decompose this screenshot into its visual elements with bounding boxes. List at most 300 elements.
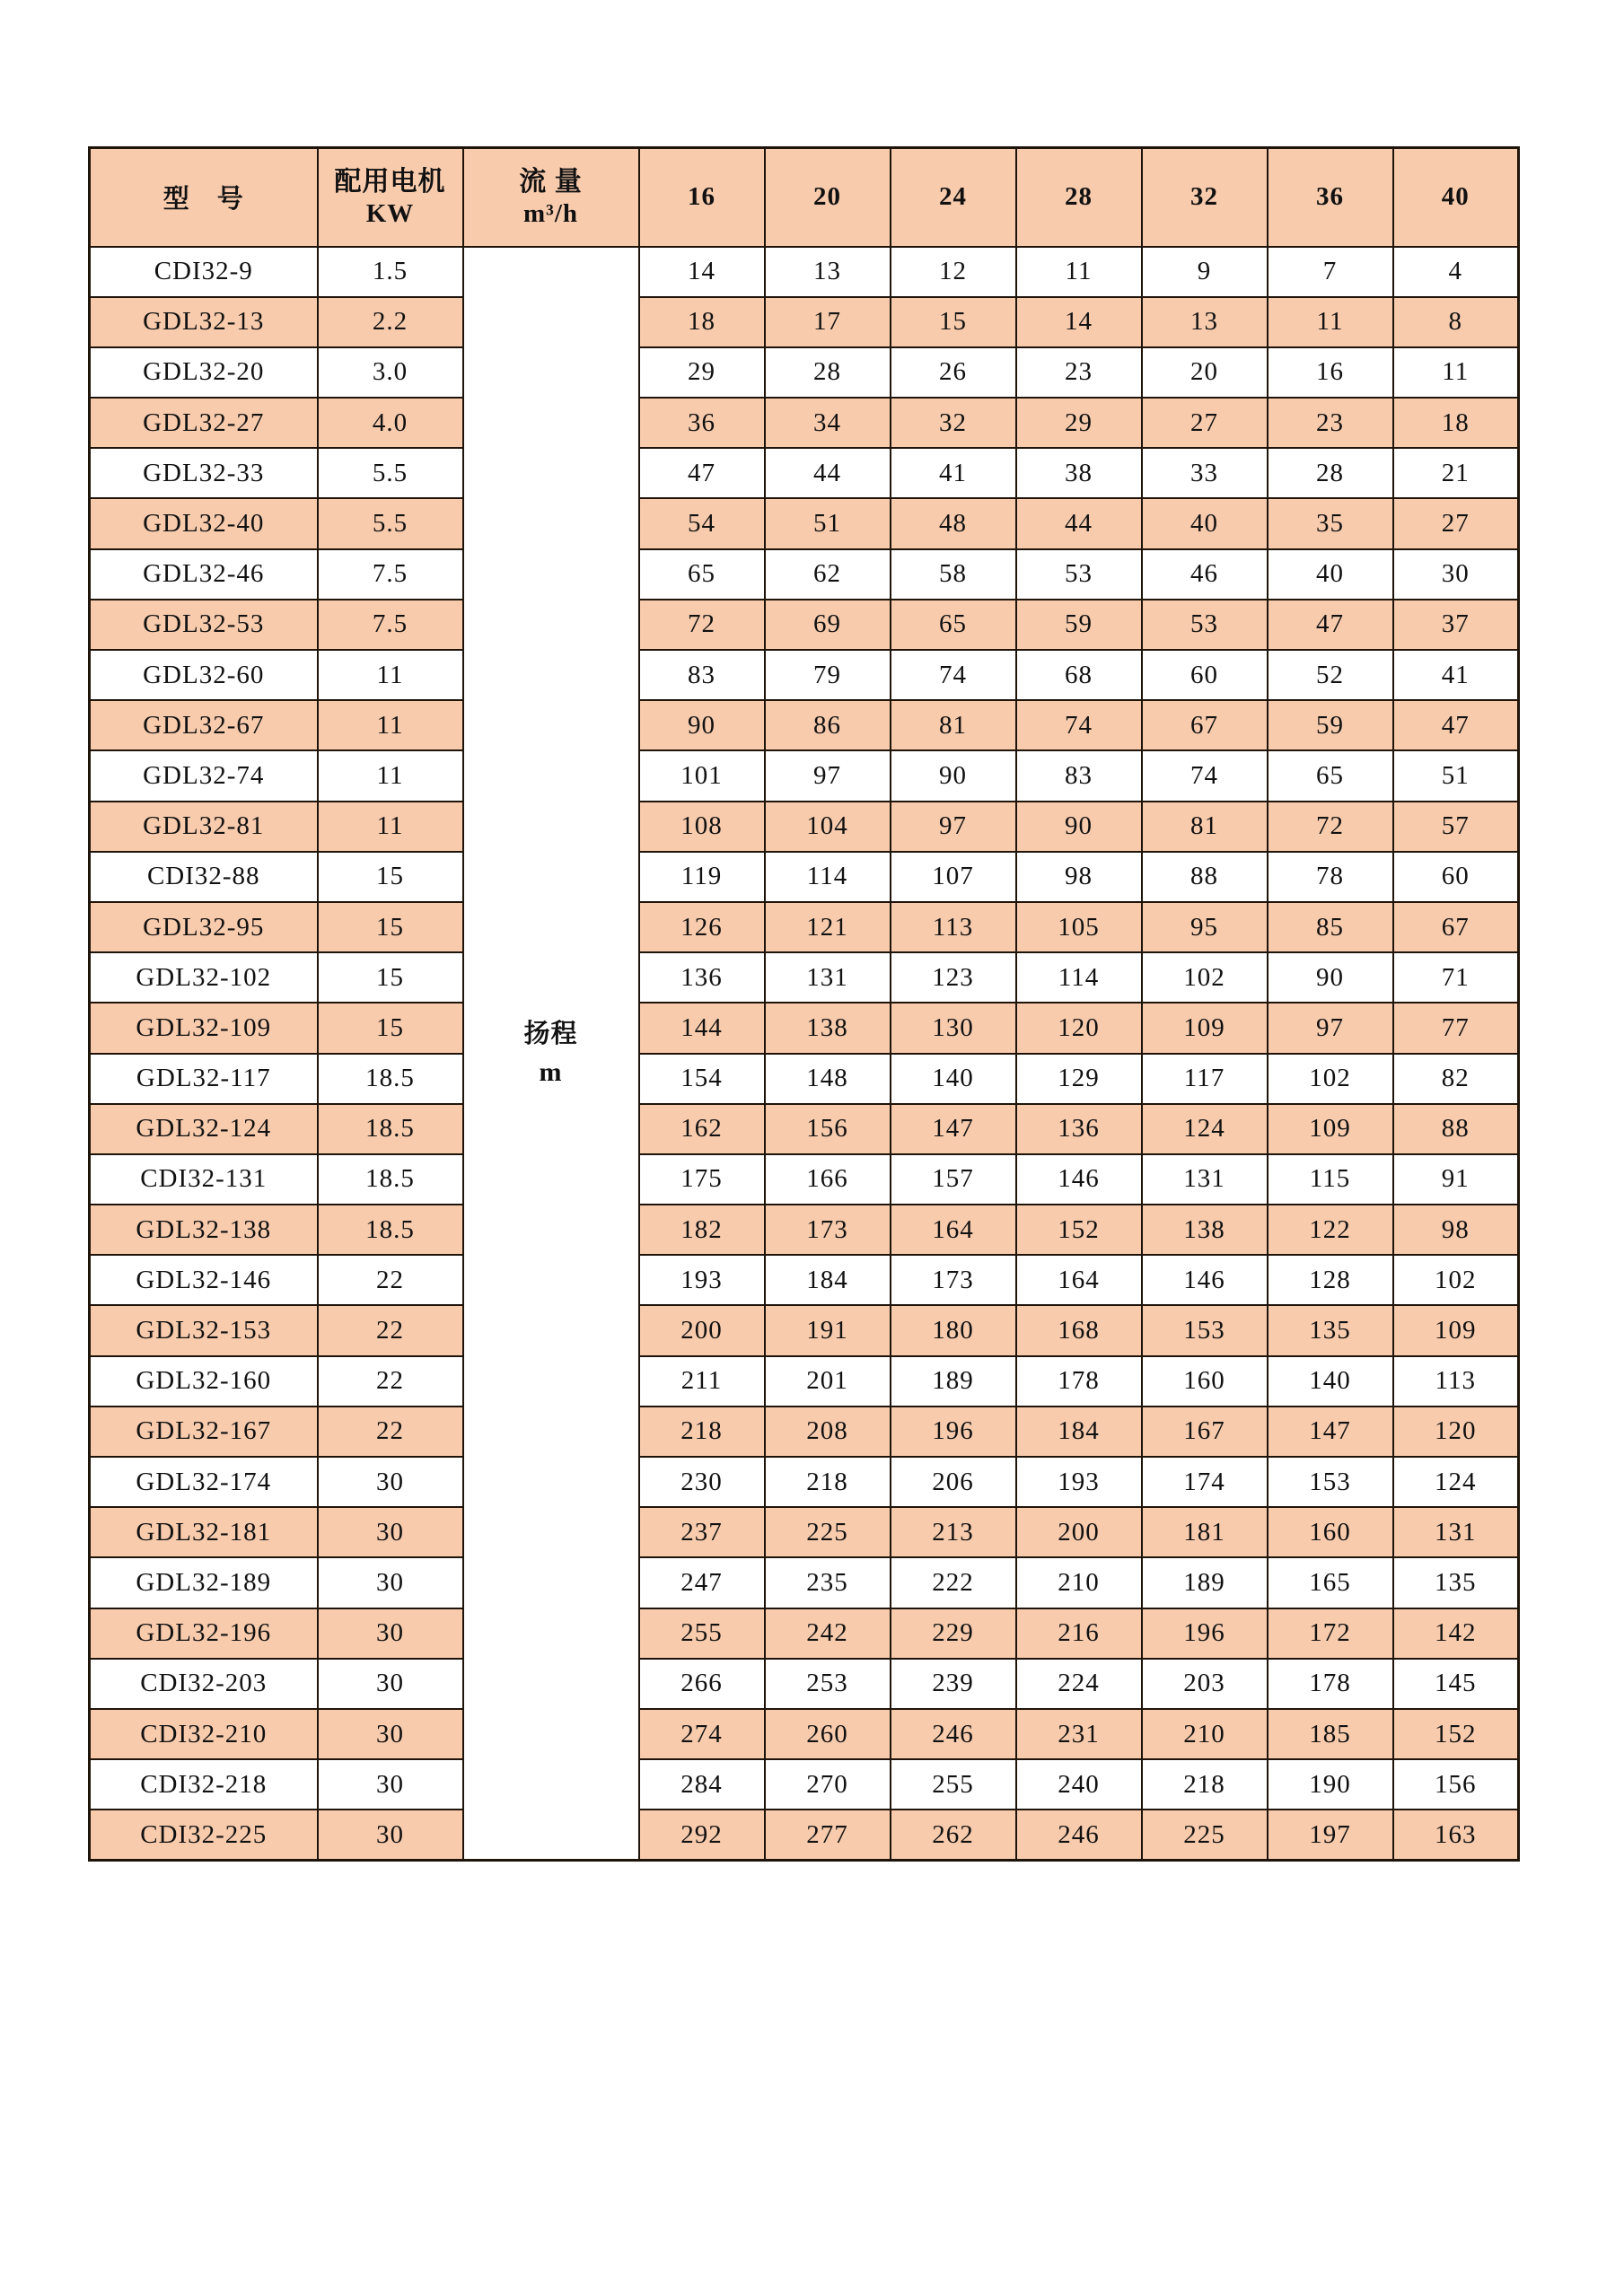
model-cell: CDI32-225 (90, 1810, 318, 1860)
flow-value-cell: 128 (1268, 1255, 1393, 1305)
table-row (90, 1154, 1519, 1205)
header-flow-column-cell: 40 (1393, 148, 1519, 247)
kw-cell: 18.5 (318, 1154, 463, 1205)
flow-value-cell: 88 (1142, 852, 1268, 902)
flow-value-cell: 40 (1268, 549, 1393, 600)
kw-cell: 11 (318, 802, 463, 852)
flow-value-cell: 292 (639, 1810, 765, 1860)
flow-value-cell: 7 (1268, 247, 1393, 297)
flow-value-cell: 168 (1016, 1305, 1142, 1355)
flow-value-cell: 178 (1268, 1659, 1393, 1709)
flow-value-cell: 85 (1268, 902, 1393, 952)
flow-value-cell: 119 (639, 852, 765, 902)
flow-value-cell: 83 (1016, 750, 1142, 801)
header-motor-label: 配用电机 (334, 166, 446, 197)
flow-value-cell: 27 (1142, 398, 1268, 448)
flow-value-cell: 193 (639, 1255, 765, 1305)
head-unit-label: m (539, 1057, 563, 1087)
kw-cell: 15 (318, 902, 463, 952)
table-row (90, 1305, 1519, 1355)
table-row (90, 902, 1519, 952)
flow-value-cell: 114 (1016, 952, 1142, 1003)
flow-value-cell: 277 (765, 1810, 891, 1860)
flow-value-cell: 162 (639, 1104, 765, 1154)
flow-value-cell: 54 (639, 498, 765, 548)
flow-value-cell: 208 (765, 1407, 891, 1457)
flow-value-cell: 213 (891, 1507, 1016, 1557)
flow-value-cell: 104 (765, 802, 891, 852)
flow-value-cell: 77 (1393, 1003, 1519, 1053)
flow-value-cell: 246 (1016, 1810, 1142, 1860)
flow-value-cell: 200 (639, 1305, 765, 1355)
flow-value-cell: 153 (1268, 1457, 1393, 1507)
flow-value-cell: 193 (1016, 1457, 1142, 1507)
model-cell: CDI32-9 (90, 247, 318, 297)
flow-value-cell: 14 (639, 247, 765, 297)
flow-value-cell: 156 (765, 1104, 891, 1154)
flow-value-cell: 160 (1142, 1356, 1268, 1407)
model-cell: GDL32-189 (90, 1557, 318, 1608)
header-flow-column-cell: 28 (1016, 148, 1142, 247)
flow-value-cell: 90 (1016, 802, 1142, 852)
flow-value-cell: 48 (891, 498, 1016, 548)
flow-value-cell: 225 (1142, 1810, 1268, 1860)
flow-value-cell: 40 (1142, 498, 1268, 548)
kw-cell: 30 (318, 1810, 463, 1860)
flow-value-cell: 113 (1393, 1356, 1519, 1407)
flow-value-cell: 136 (639, 952, 765, 1003)
flow-value-cell: 135 (1268, 1305, 1393, 1355)
flow-value-cell: 28 (765, 347, 891, 398)
flow-value-cell: 210 (1142, 1709, 1268, 1759)
flow-value-cell: 30 (1393, 549, 1519, 600)
table-row (90, 1759, 1519, 1810)
flow-value-cell: 211 (639, 1356, 765, 1407)
flow-value-cell: 81 (1142, 802, 1268, 852)
flow-value-cell: 235 (765, 1557, 891, 1608)
table-row (90, 1054, 1519, 1104)
flow-value-cell: 88 (1393, 1104, 1519, 1154)
header-flow-unit-label: m³/h (522, 199, 579, 229)
flow-value-cell: 32 (891, 398, 1016, 448)
flow-value-cell: 33 (1142, 448, 1268, 498)
flow-value-cell: 136 (1016, 1104, 1142, 1154)
flow-value-cell: 60 (1142, 650, 1268, 700)
flow-value-cell: 29 (1016, 398, 1142, 448)
kw-cell: 22 (318, 1407, 463, 1457)
table-row (90, 1205, 1519, 1255)
model-cell: GDL32-109 (90, 1003, 318, 1053)
flow-value-cell: 131 (1142, 1154, 1268, 1205)
flow-value-cell: 69 (765, 600, 891, 650)
model-cell: GDL32-74 (90, 750, 318, 801)
model-cell: GDL32-181 (90, 1507, 318, 1557)
flow-value-cell: 146 (1016, 1154, 1142, 1205)
model-cell: CDI32-203 (90, 1659, 318, 1709)
flow-value-cell: 29 (639, 347, 765, 398)
flow-value-cell: 122 (1268, 1205, 1393, 1255)
flow-value-cell: 16 (1268, 347, 1393, 398)
header-flow-cell (463, 148, 639, 247)
flow-value-cell: 180 (891, 1305, 1016, 1355)
flow-value-cell: 266 (639, 1659, 765, 1709)
flow-value-cell: 260 (765, 1709, 891, 1759)
flow-value-cell: 165 (1268, 1557, 1393, 1608)
table-row (90, 1810, 1519, 1860)
table-row (90, 448, 1519, 498)
flow-value-cell: 47 (1393, 700, 1519, 750)
flow-value-cell: 67 (1393, 902, 1519, 952)
flow-value-cell: 138 (1142, 1205, 1268, 1255)
header-flow-column-cell: 36 (1268, 148, 1393, 247)
flow-value-cell: 35 (1268, 498, 1393, 548)
flow-value-cell: 18 (639, 297, 765, 347)
flow-value-cell: 189 (891, 1356, 1016, 1407)
flow-value-cell: 46 (1142, 549, 1268, 600)
flow-value-cell: 237 (639, 1507, 765, 1557)
flow-value-cell: 156 (1393, 1759, 1519, 1810)
table-row (90, 297, 1519, 347)
flow-value-cell: 13 (765, 247, 891, 297)
flow-value-cell: 144 (639, 1003, 765, 1053)
flow-value-cell: 218 (1142, 1759, 1268, 1810)
kw-cell: 30 (318, 1759, 463, 1810)
flow-value-cell: 83 (639, 650, 765, 700)
flow-value-cell: 239 (891, 1659, 1016, 1709)
flow-value-cell: 182 (639, 1205, 765, 1255)
flow-value-cell: 173 (765, 1205, 891, 1255)
model-cell: CDI32-218 (90, 1759, 318, 1810)
flow-value-cell: 225 (765, 1507, 891, 1557)
flow-value-cell: 274 (639, 1709, 765, 1759)
flow-value-cell: 78 (1268, 852, 1393, 902)
flow-value-cell: 181 (1142, 1507, 1268, 1557)
model-cell: GDL32-117 (90, 1054, 318, 1104)
flow-value-cell: 147 (1268, 1407, 1393, 1457)
kw-cell: 11 (318, 750, 463, 801)
flow-value-cell: 163 (1393, 1810, 1519, 1860)
flow-value-cell: 197 (1268, 1810, 1393, 1860)
flow-value-cell: 60 (1393, 852, 1519, 902)
flow-value-cell: 131 (1393, 1507, 1519, 1557)
flow-value-cell: 206 (891, 1457, 1016, 1507)
flow-value-cell: 17 (765, 297, 891, 347)
flow-value-cell: 74 (1142, 750, 1268, 801)
flow-value-cell: 65 (639, 549, 765, 600)
flow-value-cell: 91 (1393, 1154, 1519, 1205)
model-cell: GDL32-81 (90, 802, 318, 852)
flow-value-cell: 203 (1142, 1659, 1268, 1709)
table-row (90, 398, 1519, 448)
header-flow-label: 流 量 (519, 166, 583, 197)
flow-value-cell: 114 (765, 852, 891, 902)
flow-value-cell: 95 (1142, 902, 1268, 952)
flow-value-cell: 98 (1393, 1205, 1519, 1255)
model-cell: GDL32-33 (90, 448, 318, 498)
flow-value-cell: 184 (1016, 1407, 1142, 1457)
model-cell: GDL32-27 (90, 398, 318, 448)
flow-value-cell: 59 (1016, 600, 1142, 650)
flow-value-cell: 11 (1268, 297, 1393, 347)
flow-value-cell: 130 (891, 1003, 1016, 1053)
flow-value-cell: 71 (1393, 952, 1519, 1003)
flow-value-cell: 164 (891, 1205, 1016, 1255)
kw-cell: 30 (318, 1709, 463, 1759)
table-row (90, 1104, 1519, 1154)
flow-value-cell: 53 (1016, 549, 1142, 600)
flow-value-cell: 157 (891, 1154, 1016, 1205)
table-row (90, 1659, 1519, 1709)
model-cell: GDL32-174 (90, 1457, 318, 1507)
header-model-cell: 型 号 (90, 148, 318, 247)
table-row (90, 1608, 1519, 1659)
table-row (90, 1557, 1519, 1608)
flow-value-cell: 173 (891, 1255, 1016, 1305)
kw-cell: 18.5 (318, 1104, 463, 1154)
flow-value-cell: 47 (639, 448, 765, 498)
flow-value-cell: 11 (1016, 247, 1142, 297)
header-flow-column-cell: 20 (765, 148, 891, 247)
flow-value-cell: 253 (765, 1659, 891, 1709)
flow-value-cell: 120 (1393, 1407, 1519, 1457)
flow-value-cell: 172 (1268, 1608, 1393, 1659)
flow-value-cell: 190 (1268, 1759, 1393, 1810)
model-cell: GDL32-167 (90, 1407, 318, 1457)
flow-value-cell: 160 (1268, 1507, 1393, 1557)
flow-value-cell: 117 (1142, 1054, 1268, 1104)
flow-value-cell: 164 (1016, 1255, 1142, 1305)
flow-value-cell: 68 (1016, 650, 1142, 700)
table-row (90, 1507, 1519, 1557)
table-row (90, 650, 1519, 700)
model-cell: GDL32-46 (90, 549, 318, 600)
flow-value-cell: 284 (639, 1759, 765, 1810)
flow-value-cell: 82 (1393, 1054, 1519, 1104)
model-cell: GDL32-40 (90, 498, 318, 548)
flow-value-cell: 154 (639, 1054, 765, 1104)
head-label: 扬程 (523, 1019, 578, 1048)
table-row (90, 1255, 1519, 1305)
kw-cell: 7.5 (318, 549, 463, 600)
model-cell: CDI32-210 (90, 1709, 318, 1759)
flow-value-cell: 270 (765, 1759, 891, 1810)
flow-value-cell: 201 (765, 1356, 891, 1407)
flow-value-cell: 97 (1268, 1003, 1393, 1053)
flow-value-cell: 36 (639, 398, 765, 448)
kw-cell: 2.2 (318, 297, 463, 347)
header-motor-unit-label: KW (365, 199, 415, 229)
model-cell: GDL32-196 (90, 1608, 318, 1659)
model-cell: GDL32-60 (90, 650, 318, 700)
flow-value-cell: 246 (891, 1709, 1016, 1759)
flow-value-cell: 26 (891, 347, 1016, 398)
kw-cell: 30 (318, 1457, 463, 1507)
flow-value-cell: 222 (891, 1557, 1016, 1608)
model-cell: GDL32-13 (90, 297, 318, 347)
flow-value-cell: 167 (1142, 1407, 1268, 1457)
kw-cell: 30 (318, 1507, 463, 1557)
flow-value-cell: 72 (1268, 802, 1393, 852)
flow-value-cell: 8 (1393, 297, 1519, 347)
table-row (90, 952, 1519, 1003)
flow-value-cell: 262 (891, 1810, 1016, 1860)
table-row (90, 247, 1519, 297)
flow-value-cell: 148 (765, 1054, 891, 1104)
flow-value-cell: 196 (891, 1407, 1016, 1457)
flow-value-cell: 59 (1268, 700, 1393, 750)
flow-value-cell: 47 (1268, 600, 1393, 650)
flow-value-cell: 51 (765, 498, 891, 548)
flow-value-cell: 44 (765, 448, 891, 498)
table-row (90, 549, 1519, 600)
kw-cell: 15 (318, 1003, 463, 1053)
flow-value-cell: 79 (765, 650, 891, 700)
model-cell: GDL32-20 (90, 347, 318, 398)
flow-value-cell: 120 (1016, 1003, 1142, 1053)
header-flow-column-cell: 24 (891, 148, 1016, 247)
kw-cell: 30 (318, 1608, 463, 1659)
model-cell: GDL32-102 (90, 952, 318, 1003)
flow-value-cell: 53 (1142, 600, 1268, 650)
flow-value-cell: 255 (891, 1759, 1016, 1810)
flow-value-cell: 9 (1142, 247, 1268, 297)
flow-value-cell: 109 (1393, 1305, 1519, 1355)
flow-value-cell: 247 (639, 1557, 765, 1608)
flow-value-cell: 126 (639, 902, 765, 952)
flow-value-cell: 242 (765, 1608, 891, 1659)
flow-value-cell: 38 (1016, 448, 1142, 498)
flow-value-cell: 27 (1393, 498, 1519, 548)
kw-cell: 30 (318, 1659, 463, 1709)
flow-value-cell: 115 (1268, 1154, 1393, 1205)
table-row (90, 700, 1519, 750)
flow-value-cell: 124 (1393, 1457, 1519, 1507)
model-cell: GDL32-153 (90, 1305, 318, 1355)
kw-cell: 5.5 (318, 448, 463, 498)
flow-value-cell: 123 (891, 952, 1016, 1003)
flow-value-cell: 34 (765, 398, 891, 448)
flow-value-cell: 74 (891, 650, 1016, 700)
model-cell: GDL32-95 (90, 902, 318, 952)
table-row (90, 750, 1519, 801)
kw-cell: 1.5 (318, 247, 463, 297)
model-cell: GDL32-160 (90, 1356, 318, 1407)
flow-value-cell: 108 (639, 802, 765, 852)
kw-cell: 22 (318, 1255, 463, 1305)
flow-value-cell: 185 (1268, 1709, 1393, 1759)
flow-value-cell: 218 (639, 1407, 765, 1457)
flow-value-cell: 90 (639, 700, 765, 750)
table-row (90, 347, 1519, 398)
header-motor-kw-cell (318, 148, 463, 247)
flow-value-cell: 152 (1393, 1709, 1519, 1759)
flow-value-cell: 97 (765, 750, 891, 801)
model-cell: GDL32-138 (90, 1205, 318, 1255)
pump-spec-table (88, 146, 1520, 1862)
flow-value-cell: 23 (1268, 398, 1393, 448)
flow-value-cell: 113 (891, 902, 1016, 952)
flow-value-cell: 166 (765, 1154, 891, 1205)
flow-value-cell: 14 (1016, 297, 1142, 347)
flow-value-cell: 102 (1393, 1255, 1519, 1305)
model-cell: GDL32-53 (90, 600, 318, 650)
flow-value-cell: 174 (1142, 1457, 1268, 1507)
flow-value-cell: 140 (1268, 1356, 1393, 1407)
flow-value-cell: 189 (1142, 1557, 1268, 1608)
flow-value-cell: 74 (1016, 700, 1142, 750)
flow-value-cell: 210 (1016, 1557, 1142, 1608)
table-row (90, 1457, 1519, 1507)
flow-value-cell: 121 (765, 902, 891, 952)
table-row (90, 498, 1519, 548)
flow-value-cell: 138 (765, 1003, 891, 1053)
flow-value-cell: 145 (1393, 1659, 1519, 1709)
flow-value-cell: 57 (1393, 802, 1519, 852)
kw-cell: 18.5 (318, 1205, 463, 1255)
flow-value-cell: 72 (639, 600, 765, 650)
flow-value-cell: 23 (1016, 347, 1142, 398)
flow-value-cell: 135 (1393, 1557, 1519, 1608)
flow-value-cell: 105 (1016, 902, 1142, 952)
flow-value-cell: 90 (1268, 952, 1393, 1003)
flow-value-cell: 21 (1393, 448, 1519, 498)
table-row (90, 600, 1519, 650)
flow-value-cell: 124 (1142, 1104, 1268, 1154)
flow-value-cell: 11 (1393, 347, 1519, 398)
table-row (90, 1356, 1519, 1407)
table-row (90, 1003, 1519, 1053)
kw-cell: 15 (318, 852, 463, 902)
flow-value-cell: 41 (1393, 650, 1519, 700)
kw-cell: 22 (318, 1356, 463, 1407)
flow-value-cell: 58 (891, 549, 1016, 600)
flow-value-cell: 153 (1142, 1305, 1268, 1355)
flow-value-cell: 20 (1142, 347, 1268, 398)
model-cell: GDL32-124 (90, 1104, 318, 1154)
flow-value-cell: 101 (639, 750, 765, 801)
flow-value-cell: 97 (891, 802, 1016, 852)
flow-value-cell: 109 (1268, 1104, 1393, 1154)
flow-value-cell: 102 (1142, 952, 1268, 1003)
flow-value-cell: 231 (1016, 1709, 1142, 1759)
flow-value-cell: 28 (1268, 448, 1393, 498)
head-column-merged-cell (463, 247, 639, 1861)
flow-value-cell: 175 (639, 1154, 765, 1205)
flow-value-cell: 178 (1016, 1356, 1142, 1407)
flow-value-cell: 152 (1016, 1205, 1142, 1255)
flow-value-cell: 67 (1142, 700, 1268, 750)
flow-value-cell: 147 (891, 1104, 1016, 1154)
kw-cell: 11 (318, 700, 463, 750)
flow-value-cell: 191 (765, 1305, 891, 1355)
header-flow-column-cell: 16 (639, 148, 765, 247)
flow-value-cell: 109 (1142, 1003, 1268, 1053)
model-cell: GDL32-67 (90, 700, 318, 750)
flow-value-cell: 81 (891, 700, 1016, 750)
kw-cell: 15 (318, 952, 463, 1003)
flow-value-cell: 131 (765, 952, 891, 1003)
header-flow-column-cell: 32 (1142, 148, 1268, 247)
flow-value-cell: 41 (891, 448, 1016, 498)
flow-value-cell: 196 (1142, 1608, 1268, 1659)
flow-value-cell: 65 (891, 600, 1016, 650)
flow-value-cell: 218 (765, 1457, 891, 1507)
flow-value-cell: 15 (891, 297, 1016, 347)
kw-cell: 7.5 (318, 600, 463, 650)
flow-value-cell: 98 (1016, 852, 1142, 902)
flow-value-cell: 240 (1016, 1759, 1142, 1810)
flow-value-cell: 44 (1016, 498, 1142, 548)
